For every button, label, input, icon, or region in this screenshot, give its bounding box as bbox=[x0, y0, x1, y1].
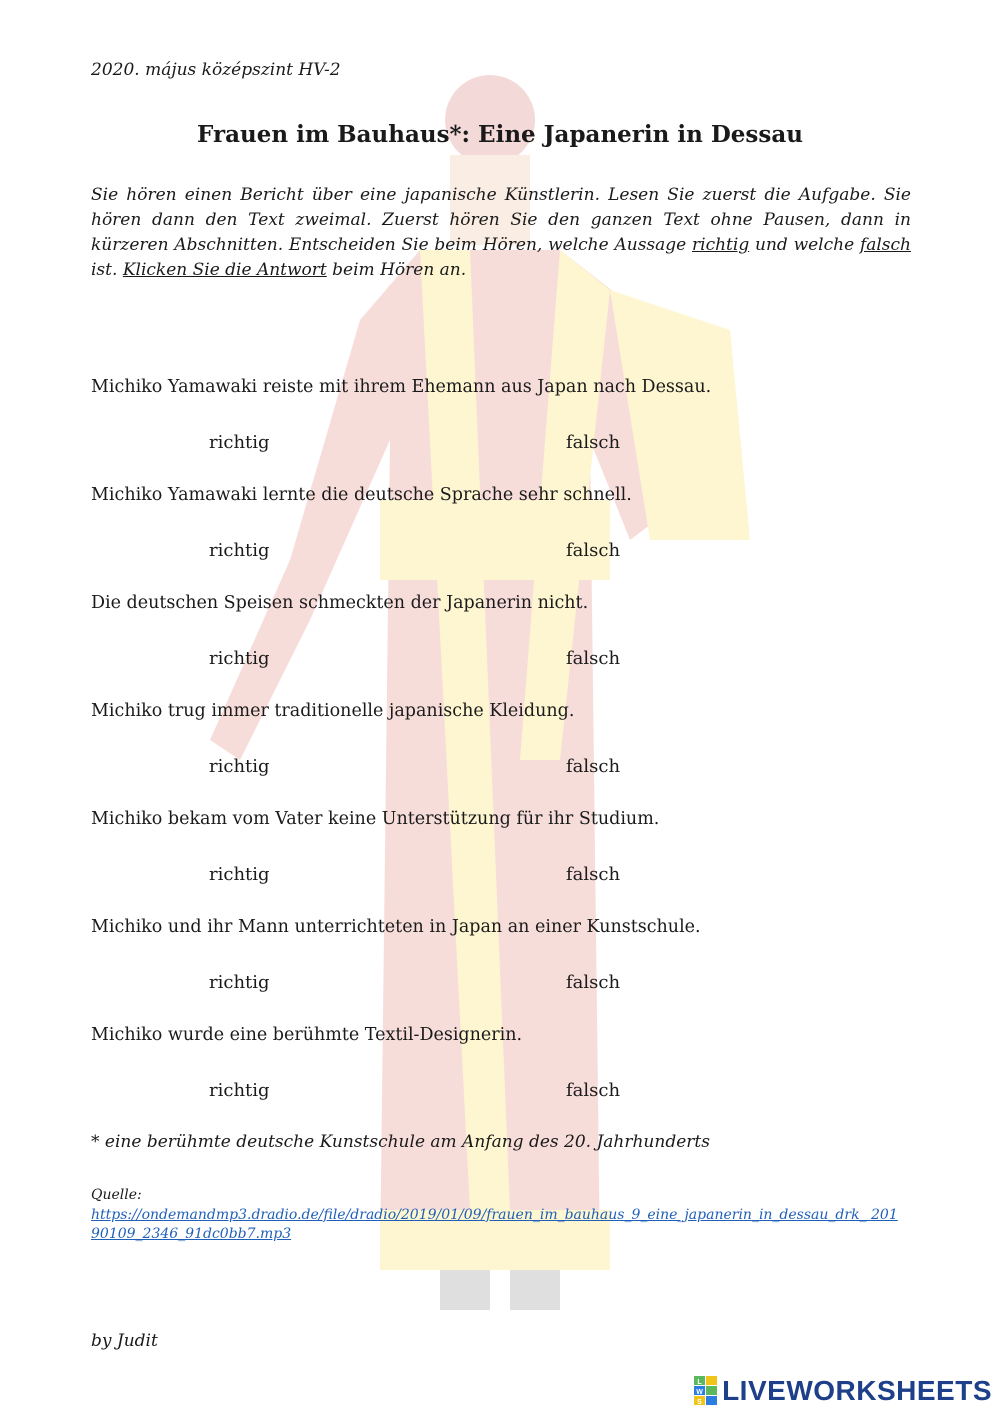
question-statement: Michiko Yamawaki reiste mit ihrem Ehemann aus Japan nach Dessau. bbox=[91, 377, 712, 397]
exam-note: 2020. május középszint HV-2 bbox=[91, 60, 341, 80]
answer-richtig-button[interactable]: richtig bbox=[209, 1080, 270, 1101]
answer-richtig-button[interactable]: richtig bbox=[209, 864, 270, 885]
instructions-text: Sie hören einen Bericht über eine japanische Künstlerin. Lesen Sie zuerst die Aufgabe. Sie hören dann den Text zweimal. Zuerst hören Sie den ganzen Text ohne Pausen, dann in kürzeren Abschnitten. Entscheiden Sie beim Hören, welche Aussage bbox=[91, 185, 911, 255]
instructions-falsch: falsch bbox=[859, 235, 911, 255]
answer-falsch-button[interactable]: falsch bbox=[566, 540, 621, 561]
answer-richtig-button[interactable]: richtig bbox=[209, 756, 270, 777]
answer-falsch-button[interactable]: falsch bbox=[566, 756, 621, 777]
answer-richtig-button[interactable]: richtig bbox=[209, 972, 270, 993]
answer-richtig-button[interactable]: richtig bbox=[209, 540, 270, 561]
question-statement: Michiko trug immer traditionelle japanische Kleidung. bbox=[91, 701, 575, 721]
answer-falsch-button[interactable]: falsch bbox=[566, 864, 621, 885]
question-statement: Die deutschen Speisen schmeckten der Japanerin nicht. bbox=[91, 593, 589, 613]
page-title: Frauen im Bauhaus*: Eine Japanerin in Dessau bbox=[197, 121, 803, 148]
footnote: * eine berühmte deutsche Kunstschule am Anfang des 20. Jahrhunderts bbox=[91, 1132, 710, 1152]
instructions bbox=[91, 183, 911, 283]
instructions-text: und welche bbox=[749, 235, 860, 255]
answer-falsch-button[interactable]: falsch bbox=[566, 972, 621, 993]
question-statement: Michiko bekam vom Vater keine Unterstützung für ihr Studium. bbox=[91, 809, 660, 829]
brand-name: LIVEWORKSHEETS bbox=[722, 1375, 992, 1406]
logo-letter: W bbox=[696, 1389, 703, 1396]
author-credit: by Judit bbox=[91, 1331, 158, 1351]
logo-letter: S bbox=[697, 1399, 702, 1406]
instructions-text: beim Hören an. bbox=[326, 260, 467, 280]
instructions-richtig: richtig bbox=[692, 235, 750, 255]
question-statement: Michiko und ihr Mann unterrichteten in Japan an einer Kunstschule. bbox=[91, 917, 701, 937]
answer-falsch-button[interactable]: falsch bbox=[566, 1080, 621, 1101]
answer-falsch-button[interactable]: falsch bbox=[566, 432, 621, 453]
source-label: Quelle: bbox=[91, 1187, 142, 1203]
answer-richtig-button[interactable]: richtig bbox=[209, 432, 270, 453]
liveworksheets-brand[interactable] bbox=[694, 1375, 992, 1407]
instructions-text: ist. bbox=[91, 260, 123, 280]
answer-falsch-button[interactable]: falsch bbox=[566, 648, 621, 669]
source-link[interactable]: https://ondemandmp3.dradio.de/file/dradio/2019/01/09/frauen_im_bauhaus_9_eine_japanerin_in_dessau_drk_ 20190109_2346_91dc0bb7.mp3 bbox=[91, 1207, 898, 1242]
instructions-click-phrase: Klicken Sie die Antwort bbox=[122, 260, 327, 280]
question-statement: Michiko Yamawaki lernte die deutsche Sprache sehr schnell. bbox=[91, 485, 632, 505]
question-statement: Michiko wurde eine berühmte Textil-Designerin. bbox=[91, 1025, 523, 1045]
logo-letter: L bbox=[697, 1379, 702, 1386]
liveworksheets-logo-icon bbox=[694, 1376, 718, 1406]
answer-richtig-button[interactable]: richtig bbox=[209, 648, 270, 669]
